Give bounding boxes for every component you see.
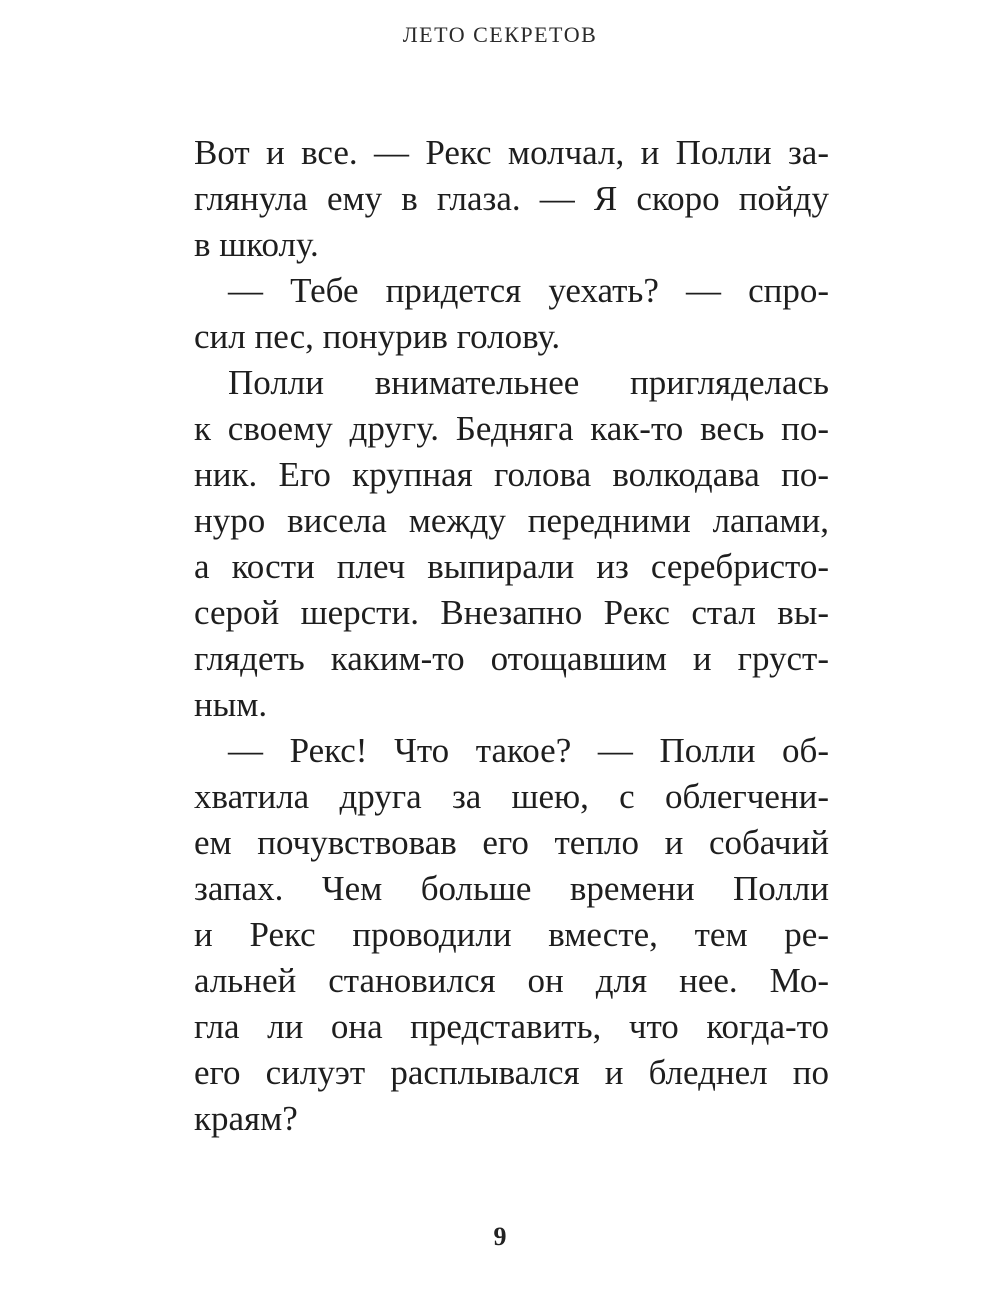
text-line: гла ли она представить, что когда-то bbox=[194, 1007, 829, 1046]
text-line: глянула ему в глаза. — Я скоро пойду bbox=[194, 179, 829, 218]
page-number: 9 bbox=[493, 1222, 507, 1251]
text-line: сил пес, понурив голову. bbox=[194, 317, 561, 356]
text-line: Вот и все. — Рекс молчал, и Полли за- bbox=[194, 133, 829, 172]
text-line: — Рекс! Что такое? — Полли об- bbox=[228, 731, 829, 770]
text-line: глядеть каким-то отощавшим и груст- bbox=[194, 639, 829, 678]
text-line: ным. bbox=[194, 685, 268, 724]
text-line: серой шерсти. Внезапно Рекс стал вы- bbox=[194, 593, 829, 632]
text-line: хватила друга за шею, с облегчени- bbox=[194, 777, 829, 816]
text-line: запах. Чем больше времени Полли bbox=[194, 869, 829, 908]
text-line: краям? bbox=[194, 1099, 298, 1138]
text-line: к своему другу. Бедняга как-то весь по- bbox=[194, 409, 829, 448]
text-line: а кости плеч выпирали из серебристо- bbox=[194, 547, 829, 586]
text-line: в школу. bbox=[194, 225, 319, 264]
text-line: ник. Его крупная голова волкодава по- bbox=[194, 455, 829, 494]
text-line: — Тебе придется уехать? — спро- bbox=[228, 271, 829, 310]
body-text bbox=[194, 130, 829, 1142]
text-line: нуро висела между передними лапами, bbox=[194, 501, 829, 540]
running-head: ЛЕТО СЕКРЕТОВ bbox=[402, 22, 598, 47]
text-line: и Рекс проводили вместе, тем ре- bbox=[194, 915, 829, 954]
text-line: его силуэт расплывался и бледнел по bbox=[194, 1053, 829, 1092]
text-line: ем почувствовав его тепло и собачий bbox=[194, 823, 829, 862]
text-line: альней становился он для нее. Мо- bbox=[194, 961, 829, 1000]
text-line: Полли внимательнее пригляделась bbox=[228, 363, 829, 402]
